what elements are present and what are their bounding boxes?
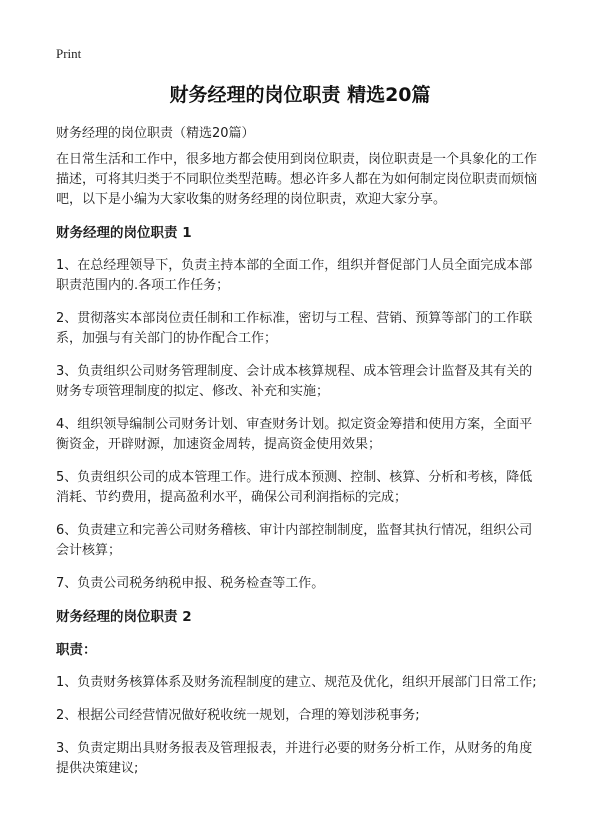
print-label[interactable]: Print: [56, 46, 82, 61]
intro-paragraph: 在日常生活和工作中，很多地方都会使用到岗位职责，岗位职责是一个具象化的工作描述，可将其归类于不同职位类型范畴。想必许多人都在为如何制定岗位职责而烦恼吧，以下是小编为大家收集的财务经理的岗位职责，欢迎大家分享。: [56, 152, 538, 207]
list-item: 6、负责建立和完善公司财务稽核、审计内部控制制度，监督其执行情况，组织公司会计核算；: [56, 523, 533, 558]
document-subtitle: 财务经理的岗位职责（精选20篇）: [56, 126, 255, 141]
list-item: 2、根据公司经营情况做好税收统一规划，合理的筹划涉税事务;: [56, 708, 420, 723]
section-subheading: 职责：: [56, 642, 97, 658]
list-item: 3、负责组织公司财务管理制度、会计成本核算规程、成本管理会计监督及其有关的财务专项管理制度的拟定、修改、补充和实施；: [56, 364, 533, 399]
list-item: 1、在总经理领导下，负责主持本部的全面工作，组织并督促部门人员全面完成本部职责范围内的.各项工作任务；: [56, 258, 533, 293]
document-body: [56, 150, 542, 792]
list-item: 7、负责公司税务纳税申报、税务检查等工作。: [56, 576, 325, 591]
list-item: 3、负责定期出具财务报表及管理报表，并进行必要的财务分析工作，从财务的角度提供决策建议;: [56, 741, 533, 776]
section-heading-2: 财务经理的岗位职责 2: [56, 609, 192, 625]
section-heading-1: 财务经理的岗位职责 1: [56, 225, 192, 241]
list-item: 2、贯彻落实本部岗位责任制和工作标准，密切与工程、营销、预算等部门的工作联系，加强与有关部门的协作配合工作；: [56, 311, 533, 346]
document-title: 财务经理的岗位职责 精选20篇: [169, 84, 431, 106]
list-item: 4、组织领导编制公司财务计划、审查财务计划。拟定资金筹措和使用方案，全面平衡资金，开辟财源，加速资金周转，提高资金使用效果；: [56, 417, 533, 452]
list-item: 5、负责组织公司的成本管理工作。进行成本预测、控制、核算、分析和考核，降低消耗、节约费用，提高盈利水平，确保公司利润指标的完成；: [56, 470, 533, 505]
list-item: 1、负责财务核算体系及财务流程制度的建立、规范及优化，组织开展部门日常工作;: [56, 675, 537, 690]
